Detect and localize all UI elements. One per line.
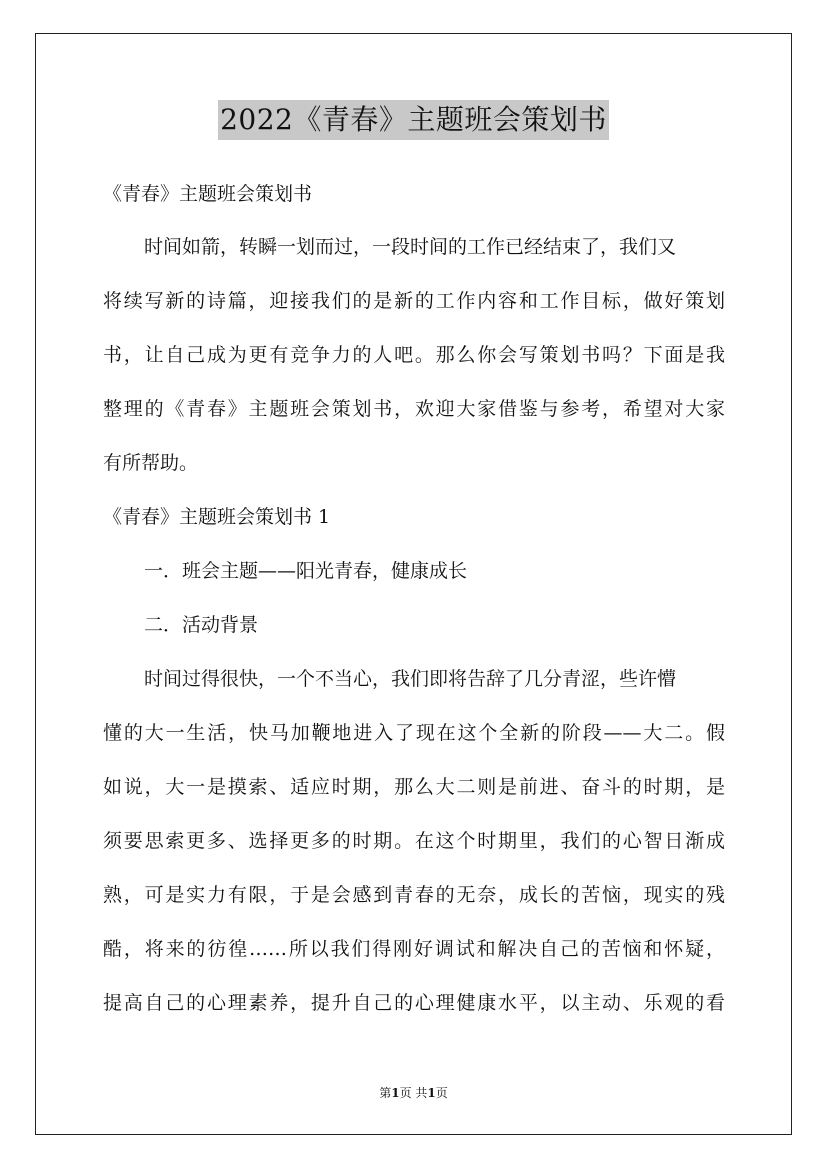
body-line-7: 提高自己的心理素养，提升自己的心理健康水平，以主动、乐观的看 xyxy=(103,992,725,1014)
intro-line-4: 整理的《青春》主题班会策划书，欢迎大家借鉴与参考，希望对大家 xyxy=(103,398,725,420)
page-footer xyxy=(0,1084,827,1101)
intro-line-1: 时间如箭，转瞬一划而过，一段时间的工作已经结束了，我们又 xyxy=(144,236,677,258)
body-line-5: 熟，可是实力有限，于是会感到青春的无奈，成长的苦恼，现实的残 xyxy=(103,884,725,906)
subtitle: 《青春》主题班会策划书 xyxy=(103,183,313,205)
current-page-number: 1 xyxy=(391,1086,400,1100)
intro-line-5: 有所帮助。 xyxy=(103,452,199,474)
body-line-3: 如说，大一是摸索、适应时期，那么大二则是前进、奋斗的时期，是 xyxy=(103,776,725,798)
footer-mid: 页 共 xyxy=(399,1086,428,1100)
total-pages-number: 1 xyxy=(427,1086,436,1100)
body-line-2: 懂的大一生活，快马加鞭地进入了现在这个全新的阶段——大二。假 xyxy=(103,722,725,744)
title-container xyxy=(0,100,827,140)
document-title: 2022《青春》主题班会策划书 xyxy=(218,100,609,140)
list-item-background: 二．活动背景 xyxy=(144,614,259,636)
body-line-4: 须要思索更多、选择更多的时期。在这个时期里，我们的心智日渐成 xyxy=(103,830,725,852)
body-line-6: 酷，将来的彷徨……所以我们得刚好调试和解决自己的苦恼和怀疑， xyxy=(103,938,725,960)
body-line-1: 时间过得很快，一个不当心，我们即将告辞了几分青涩，些许懵 xyxy=(144,668,677,690)
intro-line-2: 将续写新的诗篇，迎接我们的是新的工作内容和工作目标，做好策划 xyxy=(103,290,725,312)
footer-suffix: 页 xyxy=(435,1086,448,1100)
footer-prefix: 第 xyxy=(379,1086,392,1100)
intro-line-3: 书，让自己成为更有竞争力的人吧。那么你会写策划书吗？下面是我 xyxy=(103,344,725,366)
section-heading: 《青春》主题班会策划书 1 xyxy=(103,506,331,528)
list-item-theme: 一．班会主题——阳光青春，健康成长 xyxy=(144,560,468,582)
